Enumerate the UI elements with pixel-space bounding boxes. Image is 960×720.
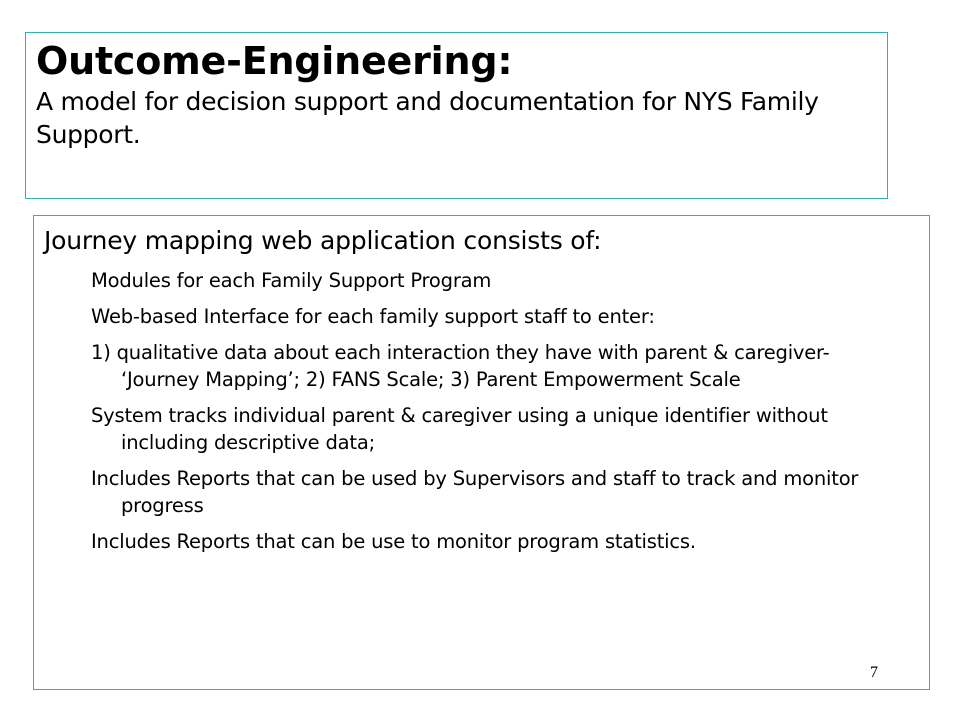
page-number: 7	[870, 664, 878, 681]
bullet-item: Includes Reports that can be use to monitor program statistics.	[91, 530, 696, 553]
slide-title: Outcome-Engineering:	[36, 39, 513, 83]
content-box	[33, 215, 930, 690]
bullet-list	[91, 267, 881, 564]
slide-subtitle: A model for decision support and documentation for NYS Family Support.	[36, 87, 819, 149]
bullet-item: Includes Reports that can be used by Supervisors and staff to track and monitor progress	[91, 467, 859, 517]
bullet-item: 1) qualitative data about each interaction they have with parent & caregiver- ‘Journey Mapping’; 2) FANS Scale; 3) Parent Empowerment Scale	[91, 341, 830, 391]
title-box	[25, 32, 888, 199]
bullet-item: System tracks individual parent & caregiver using a unique identifier without including descriptive data;	[91, 404, 828, 454]
bullet-item: Modules for each Family Support Program	[91, 269, 492, 292]
bullet-item: Web-based Interface for each family support staff to enter:	[91, 305, 655, 328]
lead-text: Journey mapping web application consists of:	[44, 226, 602, 255]
